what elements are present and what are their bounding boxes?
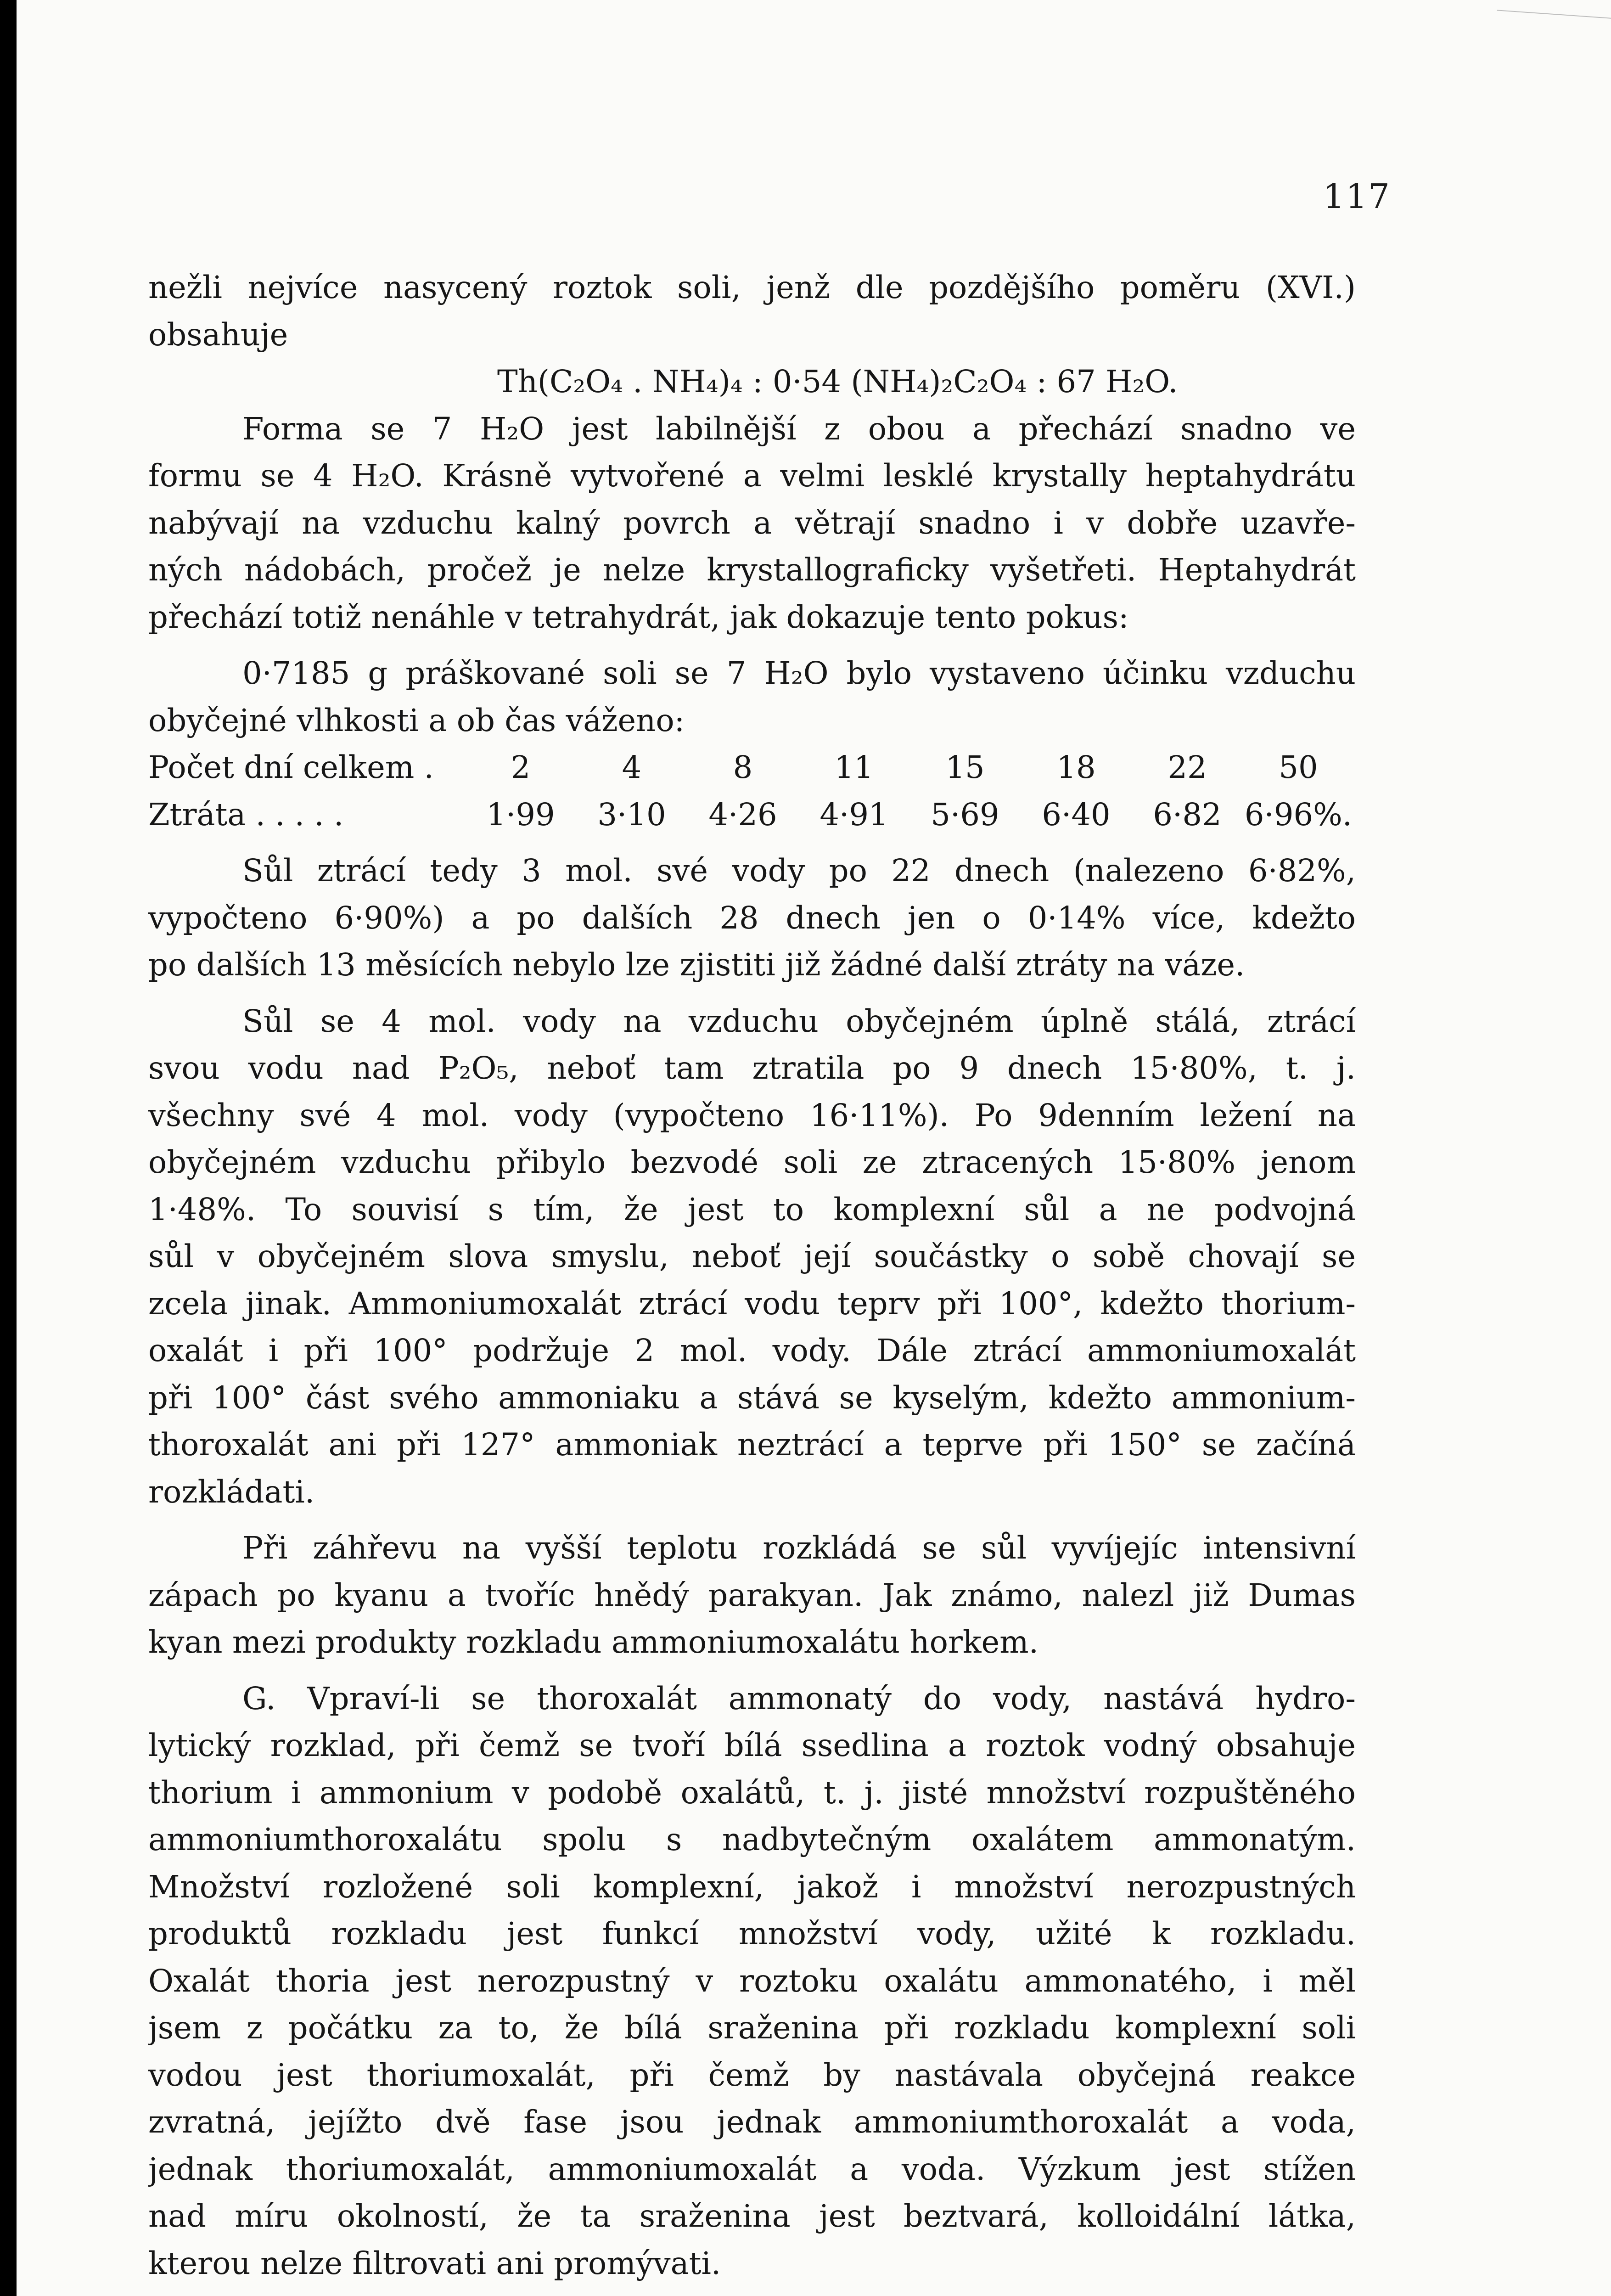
text-line: kterou nelze filtrovati ani promývati. [148, 2245, 721, 2281]
page-number: 117 [1323, 177, 1391, 216]
text-line: při 100° část svého ammoniaku a stává se kyselým, kdežto ammonium- [148, 1379, 1356, 1416]
text-line: Oxalát thoria jest nerozpustný v roztoku oxalátu ammonatého, i měl [148, 1963, 1356, 1999]
text-line: jednak thoriumoxalát, ammoniumoxalát a voda. Výzkum jest stížen [148, 2151, 1356, 2187]
text-line: vypočteno 6·90%) a po dalších 28 dnech jen o 0·14% více, kdežto [148, 900, 1356, 936]
text-line: vodou jest thoriumoxalát, při čemž by nastávala obyčejná reakce [148, 2057, 1356, 2093]
chemical-formula: Th(C₂O₄ . NH₄)₄ : 0·54 (NH₄)₂C₂O₄ : 67 H₂O. [497, 364, 1178, 400]
text-line: 1·48%. To souvisí s tím, že jest to komplexní sůl a ne podvojná [148, 1191, 1356, 1227]
table-cell: 3·10 [597, 796, 666, 833]
text-line: Množství rozložené soli komplexní, jakož i množství nerozpustných [148, 1868, 1356, 1905]
text-line: rozkládati. [148, 1474, 315, 1510]
text-line: kyan mezi produkty rozkladu ammoniumoxalátu horkem. [148, 1624, 1039, 1660]
table-row [148, 791, 1356, 838]
text-line: Sůl se 4 mol. vody na vzduchu obyčejném úplně stálá, ztrácí [242, 1003, 1356, 1039]
body-text [148, 264, 1356, 2287]
scanned-page [17, 0, 1611, 2296]
text-line: oxalát i při 100° podržuje 2 mol. vody. Dále ztrácí ammoniumoxalát [148, 1333, 1356, 1368]
text-line: ných nádobách, pročež je nelze krystallograficky vyšetřeti. Heptahydrát [148, 552, 1356, 588]
text-line: obyčejném vzduchu přibylo bezvodé soli ze ztracených 15·80% jenom [148, 1144, 1356, 1180]
text-line: obyčejné vlhkosti a ob čas váženo: [148, 702, 685, 738]
text-line: lytický rozklad, při čemž se tvoří bílá ssedlina a roztok vodný obsahuje [148, 1728, 1356, 1763]
table-row-label: Ztráta . . . . . [148, 796, 344, 833]
table-cell: 2 [511, 749, 531, 785]
scan-edge-mark [1496, 10, 1611, 37]
table-cell: 50 [1279, 749, 1318, 785]
text-line: G. Vpraví-li se thoroxalát ammonatý do vody, nastává hydro- [242, 1680, 1356, 1716]
table-cell: 15 [945, 749, 985, 785]
text-line: thorium i ammonium v podobě oxalátů, t. j. jisté množství rozpuštěného [148, 1774, 1356, 1811]
table-cell: 11 [834, 749, 874, 785]
table-cell: 22 [1168, 749, 1207, 785]
text-line: nad míru okolností, že ta sraženina jest beztvará, kolloidální látka, [148, 2198, 1356, 2234]
text-line: jsem z počátku za to, že bílá sraženina při rozkladu komplexní soli [148, 2010, 1356, 2046]
table-cell: 4·26 [708, 796, 777, 833]
text-line: zcela jinak. Ammoniumoxalát ztrácí vodu teprv při 100°, kdežto thorium- [148, 1285, 1356, 1322]
text-line: Forma se 7 H₂O jest labilnější z obou a přechází snadno ve [242, 411, 1356, 447]
text-line: 0·7185 g práškované soli se 7 H₂O bylo vystaveno účinku vzduchu [242, 655, 1356, 691]
text-line: zápach po kyanu a tvoříc hnědý parakyan. Jak známo, nalezl již Dumas [148, 1577, 1356, 1613]
text-line: Sůl ztrácí tedy 3 mol. své vody po 22 dnech (nalezeno 6·82%, [242, 853, 1356, 889]
table-cell: 18 [1056, 749, 1096, 785]
text-line: nabývají na vzduchu kalný povrch a větrají snadno i v dobře uzavře- [148, 505, 1356, 541]
table-row [148, 744, 1356, 791]
text-line: produktů rozkladu jest funkcí množství vody, užité k rozkladu. [148, 1916, 1356, 1952]
text-line: nežli nejvíce nasycený roztok soli, jenž dle pozdějšího poměru (XVI.) [148, 270, 1356, 305]
table-cell: 6·96%. [1244, 796, 1353, 833]
table-cell: 1·99 [486, 796, 555, 833]
table-cell: 4 [622, 749, 642, 785]
text-line: zvratná, jejížto dvě fase jsou jednak ammoniumthoroxalát a voda, [148, 2104, 1356, 2140]
text-line: obsahuje [148, 316, 288, 353]
table-row-label: Počet dní celkem . [148, 749, 434, 785]
text-line: přechází totiž nenáhle v tetrahydrát, jak dokazuje tento pokus: [148, 599, 1129, 635]
table-cell: 6·82 [1153, 796, 1222, 833]
table-cell: 4·91 [820, 796, 888, 833]
table-cell: 8 [733, 749, 753, 785]
table-cell: 6·40 [1042, 796, 1111, 833]
table-cell: 5·69 [931, 796, 999, 833]
text-line: sůl v obyčejném slova smyslu, neboť její součástky o sobě chovají se [148, 1238, 1356, 1274]
text-line: všechny své 4 mol. vody (vypočteno 16·11%). Po 9denním ležení na [148, 1097, 1356, 1133]
text-line: svou vodu nad P₂O₅, neboť tam ztratila po 9 dnech 15·80%, t. j. [148, 1050, 1356, 1086]
text-line: po dalších 13 měsících nebylo lze zjistiti již žádné další ztráty na váze. [148, 947, 1245, 983]
text-line: thoroxalát ani při 127° ammoniak neztrácí a teprve při 150° se začíná [148, 1427, 1356, 1463]
text-line: Při záhřevu na vyšší teplotu rozkládá se sůl vyvíjejíc intensivní [242, 1530, 1356, 1566]
text-line: ammoniumthoroxalátu spolu s nadbytečným oxalátem ammonatým. [148, 1822, 1356, 1857]
text-line: formu se 4 H₂O. Krásně vytvořené a velmi lesklé krystally heptahydrátu [148, 458, 1356, 494]
